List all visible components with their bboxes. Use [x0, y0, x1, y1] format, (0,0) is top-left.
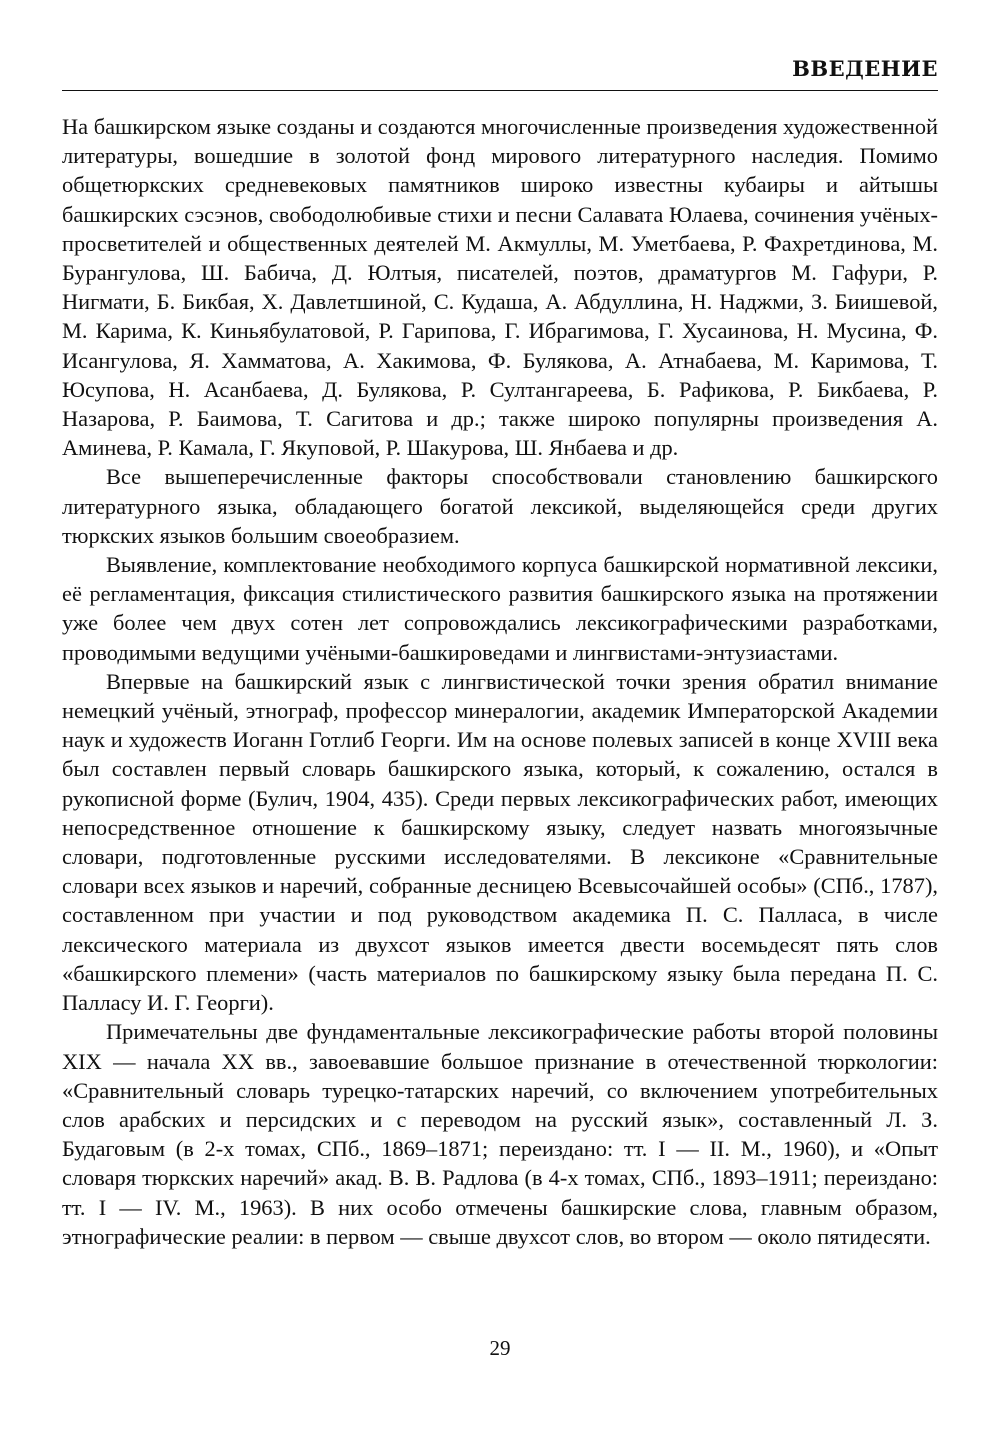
paragraph: Выявление, комплектование необходимого корпуса башкирской нормативной лексики, её регламентация, фиксация стилистического развития башкирского языка на протяжении уже более чем двух сотен лет сопровождались лексикографическими разработками, проводимыми ведущими учёными-башкироведами и лингвистами-энтузиастами.	[62, 552, 938, 665]
running-head: ВВЕДЕНИЕ	[792, 56, 938, 81]
paragraph: Все вышеперечисленные факторы способствовали становлению башкирского литературного языка, обладающего богатой лексикой, выделяющейся среди других тюркских языков большим своеобразием.	[62, 464, 938, 548]
paragraph: Впервые на башкирский язык с лингвистической точки зрения обратил внимание немецкий учёный, этнограф, профессор минералогии, академик Императорской Академии наук и художеств Иоганн Готлиб Георги. Им на основе полевых записей в конце XVIII века был составлен первый словарь башкирского языка, который, к сожалению, остался в рукописной форме (Булич, 1904, 435). Среди первых лексикографических работ, имеющих непосредственное отношение к башкирскому языку, следует назвать многоязычные словари, подготовленные русскими исследователями. В лексиконе «Сравнительные словари всех языков и наречий, собранные десницею Всевысочайшей особы» (СПб., 1787), составленном при участии и под руководством академика П. С. Палласа, в числе лексического материала из двухсот языков имеется двести восемьдесят пять слов «башкирского племени» (часть материалов по башкирскому языку была передана П. С. Палласу И. Г. Георги).	[62, 668, 938, 1016]
page-number: 29	[489, 1336, 511, 1360]
paragraph: Примечательны две фундаментальные лексикографические работы второй половины XIX — начала XX вв., завоевавшие большое признание в отечественной тюркологии: «Сравнительный словарь турецко-татарских наречий, со включением употребительных слов арабских и персидских и с переводом на русский язык», составленный Л. З. Будаговым (в 2-х томах, СПб., 1869–1871; переиздано: тт. I — II. М., 1960), и «Опыт словаря тюркских наречий» акад. В. В. Радлова (в 4-х томах, СПб., 1893–1911; переиздано: тт. I — IV. М., 1963). В них особо отмечены башкирские слова, главным образом, этнографические реалии: в первом — свыше двухсот слов, во втором — около пятидесяти.	[62, 1019, 938, 1249]
paragraph: На башкирском языке созданы и создаются многочисленные произведения художественной литературы, вошедшие в золотой фонд мирового литературного наследия. Помимо общетюркских средневековых памятников широко известны кубаиры и айтышы башкирских сэсэнов, свободолюбивые стихи и песни Салавата Юлаева, сочинения учёных-просветителей и общественных деятелей М. Акмуллы, М. Уметбаева, Р. Фахретдинова, М. Бурангулова, Ш. Бабича, Д. Юлтыя, писателей, поэтов, драматургов М. Гафури, Р. Нигмати, Б. Бикбая, Х. Давлетшиной, С. Кудаша, А. Абдуллина, Н. Наджми, З. Биишевой, М. Карима, К. Киньябулатовой, Р. Гарипова, Г. Ибрагимова, Г. Хусаинова, Н. Мусина, Ф. Исангулова, Я. Хамматова, А. Хакимова, Ф. Булякова, А. Атнабаева, М. Каримова, Т. Юсупова, Н. Асанбаева, Д. Булякова, Р. Султангареева, Б. Рафикова, Р. Бикбаева, Р. Назарова, Р. Баимова, Т. Сагитова и др.; также широко популярны произведения А. Аминева, Р. Камала, Г. Якуповой, Р. Шакурова, Ш. Янбаева и др.	[62, 114, 938, 461]
header-rule	[62, 90, 938, 91]
body-text	[62, 112, 938, 1251]
